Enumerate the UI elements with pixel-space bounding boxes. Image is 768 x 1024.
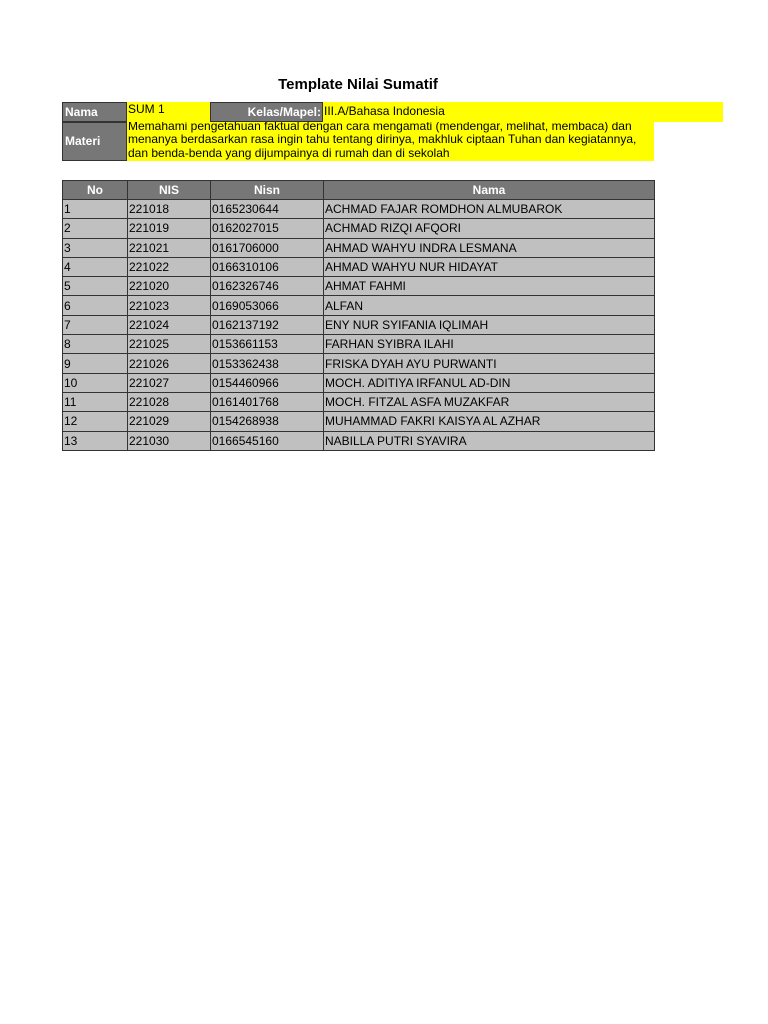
table-row xyxy=(63,354,655,373)
nama-value-cell[interactable]: SUM 1 xyxy=(127,102,210,122)
table-row xyxy=(63,219,655,238)
table-row xyxy=(63,335,655,354)
nisn-cell[interactable]: 0153362438 xyxy=(211,354,324,373)
nis-cell[interactable]: 221022 xyxy=(128,257,211,276)
nisn-cell[interactable]: 0154268938 xyxy=(211,412,324,431)
table-row xyxy=(63,238,655,257)
column-header-nama[interactable]: Nama xyxy=(324,181,655,200)
no-cell[interactable]: 1 xyxy=(63,200,128,219)
kelas-value-cell[interactable]: III.A/Bahasa Indonesia xyxy=(323,102,723,122)
nama-cell[interactable]: FRISKA DYAH AYU PURWANTI xyxy=(324,354,655,373)
nis-cell[interactable]: 221018 xyxy=(128,200,211,219)
nisn-cell[interactable]: 0161401768 xyxy=(211,392,324,411)
column-header-nis[interactable]: NIS xyxy=(128,181,211,200)
no-cell[interactable]: 9 xyxy=(63,354,128,373)
table-row xyxy=(63,373,655,392)
no-cell[interactable]: 4 xyxy=(63,257,128,276)
nis-cell[interactable]: 221028 xyxy=(128,392,211,411)
nis-cell[interactable]: 221026 xyxy=(128,354,211,373)
no-cell[interactable]: 3 xyxy=(63,238,128,257)
nama-cell[interactable]: MUHAMMAD FAKRI KAISYA AL AZHAR xyxy=(324,412,655,431)
materi-label: Materi xyxy=(62,122,127,161)
table-row xyxy=(63,257,655,276)
no-cell[interactable]: 13 xyxy=(63,431,128,450)
materi-text: Memahami pengetahuan faktual dengan cara mengamati (mendengar, melihat, membaca) dan menanya berdasarkan rasa ingin tahu tentang dirinya, makhluk ciptaan Tuhan dan kegiatannya, dan benda-benda yang dijumpainya di rumah dan di sekolah xyxy=(128,122,637,160)
no-cell[interactable]: 11 xyxy=(63,392,128,411)
column-header-no[interactable]: No xyxy=(63,181,128,200)
column-header-nisn[interactable]: Nisn xyxy=(211,181,324,200)
nama-label: Nama xyxy=(62,102,127,122)
no-cell[interactable]: 8 xyxy=(63,335,128,354)
table-row xyxy=(63,392,655,411)
table-header-row xyxy=(63,181,655,200)
nis-cell[interactable]: 221019 xyxy=(128,219,211,238)
nama-cell[interactable]: AHMAD WAHYU INDRA LESMANA xyxy=(324,238,655,257)
nis-cell[interactable]: 221020 xyxy=(128,277,211,296)
no-cell[interactable]: 7 xyxy=(63,315,128,334)
nama-cell[interactable]: NABILLA PUTRI SYAVIRA xyxy=(324,431,655,450)
no-cell[interactable]: 2 xyxy=(63,219,128,238)
table-row xyxy=(63,277,655,296)
nama-cell[interactable]: FARHAN SYIBRA ILAHI xyxy=(324,335,655,354)
nis-cell[interactable]: 221024 xyxy=(128,315,211,334)
page-title: Template Nilai Sumatif xyxy=(278,76,438,93)
nisn-cell[interactable]: 0153661153 xyxy=(211,335,324,354)
nisn-cell[interactable]: 0161706000 xyxy=(211,238,324,257)
nama-cell[interactable]: ACHMAD RIZQI AFQORI xyxy=(324,219,655,238)
no-cell[interactable]: 6 xyxy=(63,296,128,315)
table-row xyxy=(63,296,655,315)
nama-cell[interactable]: AHMAT FAHMI xyxy=(324,277,655,296)
no-cell[interactable]: 12 xyxy=(63,412,128,431)
no-cell[interactable]: 10 xyxy=(63,373,128,392)
nisn-cell[interactable]: 0162137192 xyxy=(211,315,324,334)
nis-cell[interactable]: 221021 xyxy=(128,238,211,257)
nama-cell[interactable]: ACHMAD FAJAR ROMDHON ALMUBAROK xyxy=(324,200,655,219)
nama-cell[interactable]: ALFAN xyxy=(324,296,655,315)
nisn-cell[interactable]: 0166545160 xyxy=(211,431,324,450)
nisn-cell[interactable]: 0154460966 xyxy=(211,373,324,392)
kelas-label: Kelas/Mapel: xyxy=(210,102,323,122)
materi-value-cell[interactable] xyxy=(127,122,654,161)
info-header xyxy=(62,102,723,161)
nisn-cell[interactable]: 0166310106 xyxy=(211,257,324,276)
nis-cell[interactable]: 221030 xyxy=(128,431,211,450)
nisn-cell[interactable]: 0162027015 xyxy=(211,219,324,238)
table-row xyxy=(63,412,655,431)
student-table xyxy=(62,180,655,451)
table-row xyxy=(63,200,655,219)
nama-cell[interactable]: ENY NUR SYIFANIA IQLIMAH xyxy=(324,315,655,334)
table-row xyxy=(63,315,655,334)
nama-cell[interactable]: MOCH. FITZAL ASFA MUZAKFAR xyxy=(324,392,655,411)
nis-cell[interactable]: 221025 xyxy=(128,335,211,354)
table-row xyxy=(63,431,655,450)
nis-cell[interactable]: 221023 xyxy=(128,296,211,315)
nisn-cell[interactable]: 0169053066 xyxy=(211,296,324,315)
no-cell[interactable]: 5 xyxy=(63,277,128,296)
nis-cell[interactable]: 221029 xyxy=(128,412,211,431)
nama-cell[interactable]: AHMAD WAHYU NUR HIDAYAT xyxy=(324,257,655,276)
nama-cell[interactable]: MOCH. ADITIYA IRFANUL AD-DIN xyxy=(324,373,655,392)
nis-cell[interactable]: 221027 xyxy=(128,373,211,392)
nisn-cell[interactable]: 0162326746 xyxy=(211,277,324,296)
nisn-cell[interactable]: 0165230644 xyxy=(211,200,324,219)
